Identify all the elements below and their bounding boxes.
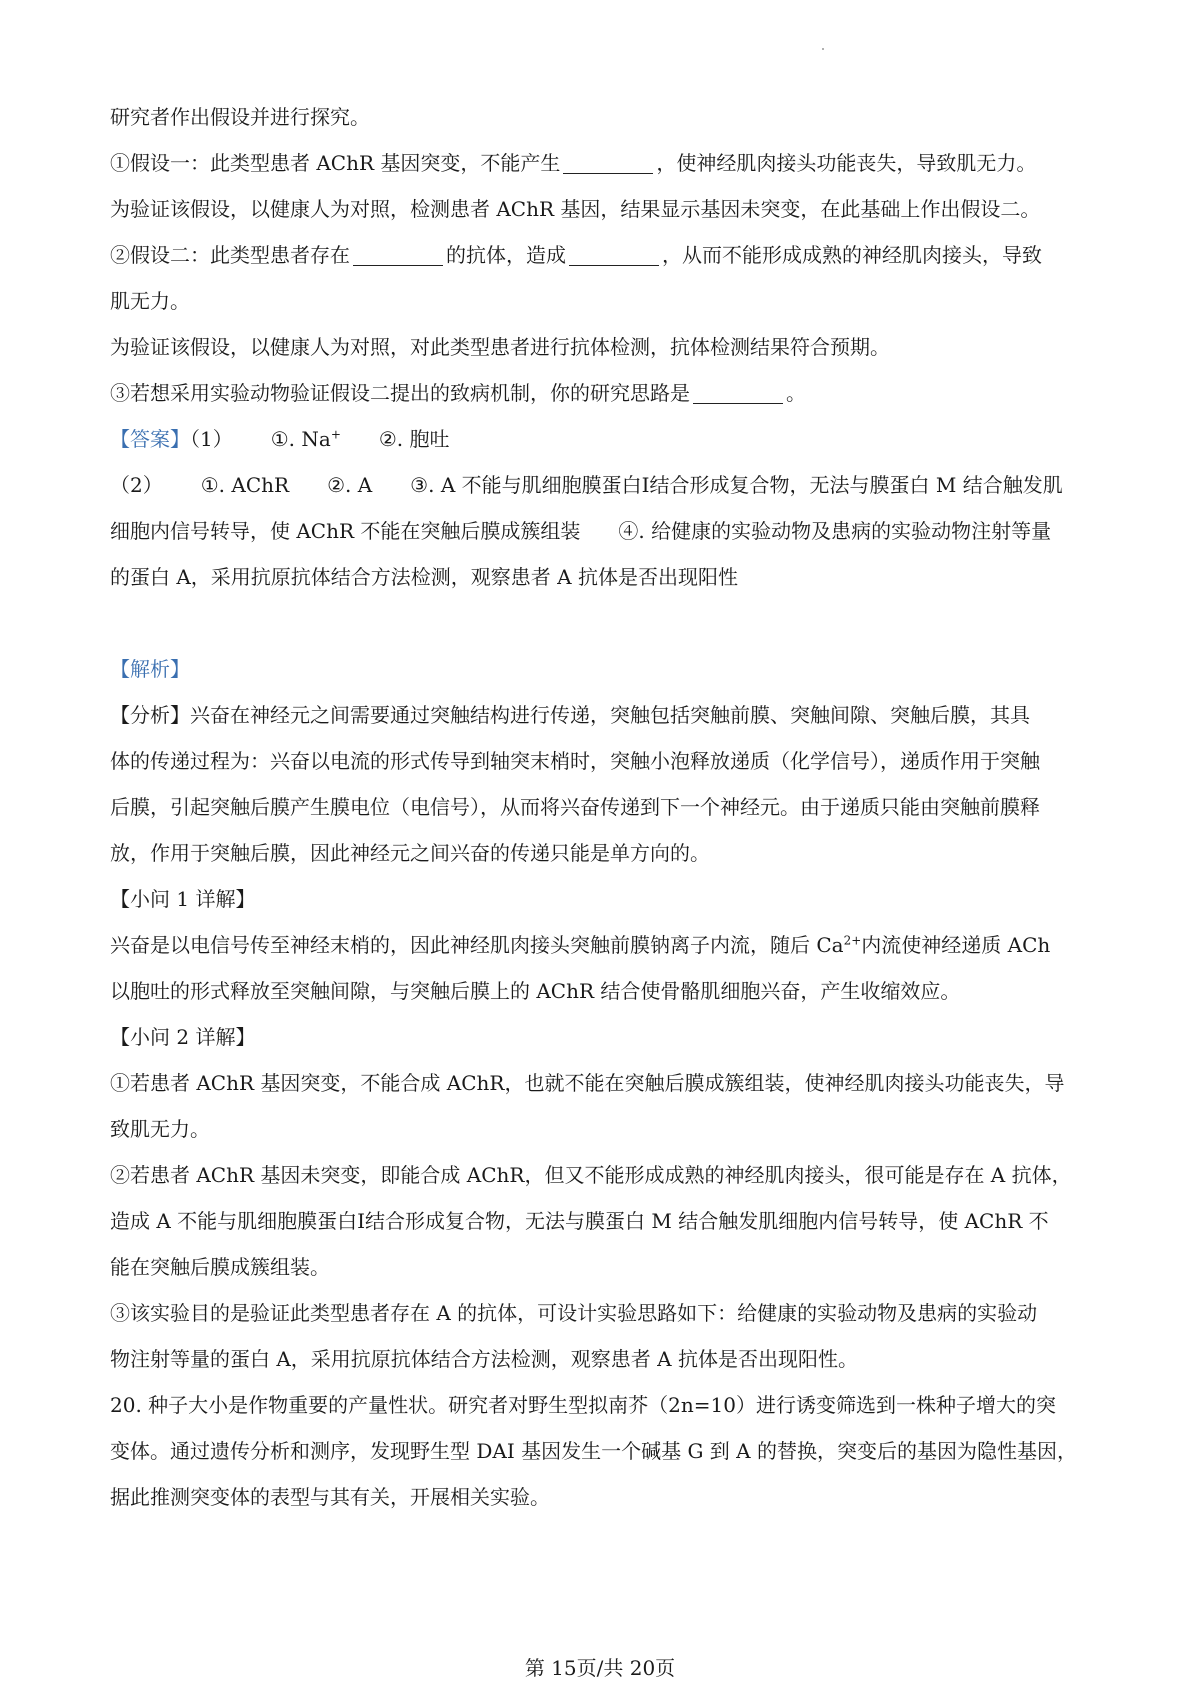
q1-detail-line-1: 兴奋是以电信号传至神经末梢的，因此神经肌肉接头突触前膜钠离子内流，随后 $Ca^{2+}$内流使神经递质 ACh xyxy=(110,933,1051,957)
h3-text-after: 。 xyxy=(786,381,806,405)
q2-detail-line: ②若患者 AChR 基因未突变，即能合成 AChR，但又不能形成成熟的神经肌肉接头，很可能是存在 A 抗体， xyxy=(110,1163,1072,1187)
hypothesis-three xyxy=(110,370,1100,416)
answer-tag: 【答案】 xyxy=(110,427,190,451)
answer-blank xyxy=(693,381,783,404)
analysis-tag: 【解析】 xyxy=(110,657,190,681)
q2-detail-line: 能在突触后膜成簇组装。 xyxy=(110,1255,330,1279)
answer-line-2 xyxy=(110,462,1100,508)
q2-detail-line: ①若患者 AChR 基因突变，不能合成 AChR，也就不能在突触后膜成簇组装，使神经肌肉接头功能丧失，导 xyxy=(110,1071,1065,1095)
h2-text-1: ②假设二：此类型患者存在 xyxy=(110,243,350,267)
page-content xyxy=(110,94,1100,1520)
answer-q1-number: （1） xyxy=(190,427,233,451)
analysis-line: 后膜，引起突触后膜产生膜电位（电信号），从而将兴奋传递到下一个神经元。由于递质只能由突触前膜释 xyxy=(110,795,1040,819)
question-20-line: 20. 种子大小是作物重要的产量性状。研究者对野生型拟南芥（2n=10）进行诱变筛选到一株种子增大的突 xyxy=(110,1393,1056,1417)
answer-q1-a2: ②. 胞吐 xyxy=(378,427,450,451)
h3-text-before: ③若想采用实验动物验证假设二提出的致病机制，你的研究思路是 xyxy=(110,381,690,405)
verify-two: 为验证该假设，以健康人为对照，对此类型患者进行抗体检测，抗体检测结果符合预期。 xyxy=(110,335,890,359)
answer-line-3 xyxy=(110,508,1100,554)
question-20-line: 据此推测突变体的表型与其有关，开展相关实验。 xyxy=(110,1485,550,1509)
answer-blank xyxy=(563,151,653,174)
analysis-line: 放，作用于突触后膜，因此神经元之间兴奋的传递只能是单方向的。 xyxy=(110,841,710,865)
hypothesis-one xyxy=(110,140,1100,186)
h1-text-after: ，使神经肌肉接头功能丧失，导致肌无力。 xyxy=(656,151,1037,175)
answer-line-4: 的蛋白 A，采用抗原抗体结合方法检测，观察患者 A 抗体是否出现阳性 xyxy=(110,565,738,589)
q1-detail-line-2: 以胞吐的形式释放至突触间隙，与突触后膜上的 AChR 结合使骨骼肌细胞兴奋，产生收缩效应。 xyxy=(110,979,961,1003)
q2-detail-line: 致肌无力。 xyxy=(110,1117,210,1141)
h1-text-before: ①假设一：此类型患者 AChR 基因突变，不能产生 xyxy=(110,151,561,175)
answer-q2-a3-cont: 细胞内信号转导，使 AChR 不能在突触后膜成簇组装 xyxy=(110,519,581,543)
q1-detail-title: 【小问 1 详解】 xyxy=(110,887,256,911)
scan-dot xyxy=(822,48,824,50)
q2-detail-title: 【小问 2 详解】 xyxy=(110,1025,256,1049)
hypothesis-two xyxy=(110,232,1100,278)
h2-text-2: 的抗体，造成 xyxy=(446,243,566,267)
q2-detail-line: 物注射等量的蛋白 A，采用抗原抗体结合方法检测，观察患者 A 抗体是否出现阳性。 xyxy=(110,1347,858,1371)
h2-text-3: ，从而不能形成成熟的神经肌肉接头，导致 xyxy=(662,243,1042,267)
answer-q2-a4: ④. 给健康的实验动物及患病的实验动物注射等量 xyxy=(618,519,1052,543)
verify-one: 为验证该假设，以健康人为对照，检测患者 AChR 基因，结果显示基因未突变，在此基础上作出假设二。 xyxy=(110,197,1041,221)
answer-q2-number: （2） xyxy=(110,473,163,497)
answer-q2-a1: ①. AChR xyxy=(200,473,290,497)
answer-q2-a2: ②. A xyxy=(327,473,373,497)
q2-detail-line: 造成 A 不能与肌细胞膜蛋白I结合形成复合物，无法与膜蛋白 M 结合触发肌细胞内信号转导，使 AChR 不 xyxy=(110,1209,1049,1233)
answer-blank xyxy=(569,243,659,266)
page-number: 第 15页/共 20页 xyxy=(524,1656,676,1680)
analysis-line: 体的传递过程为：兴奋以电流的形式传导到轴突末梢时，突触小泡释放递质（化学信号），递质作用于突触 xyxy=(110,749,1040,773)
analysis-line: 【分析】兴奋在神经元之间需要通过突触结构进行传递，突触包括突触前膜、突触间隙、突触后膜，其具 xyxy=(110,703,1030,727)
question-20-line: 变体。通过遗传分析和测序，发现野生型 DAI 基因发生一个碱基 G 到 A 的替换，突变后的基因为隐性基因， xyxy=(110,1439,1077,1463)
answer-q1-a1: ①. Na+ xyxy=(270,427,341,451)
hypothesis-intro: 研究者作出假设并进行探究。 xyxy=(110,105,370,129)
answer-q2-a3: ③. A 不能与肌细胞膜蛋白I结合形成复合物，无法与膜蛋白 M 结合触发肌 xyxy=(410,473,1063,497)
answer-blank xyxy=(353,243,443,266)
hypothesis-two-cont: 肌无力。 xyxy=(110,289,190,313)
q2-detail-line: ③该实验目的是验证此类型患者存在 A 的抗体，可设计实验思路如下：给健康的实验动物及患病的实验动 xyxy=(110,1301,1038,1325)
answer-line-1 xyxy=(110,416,1100,462)
